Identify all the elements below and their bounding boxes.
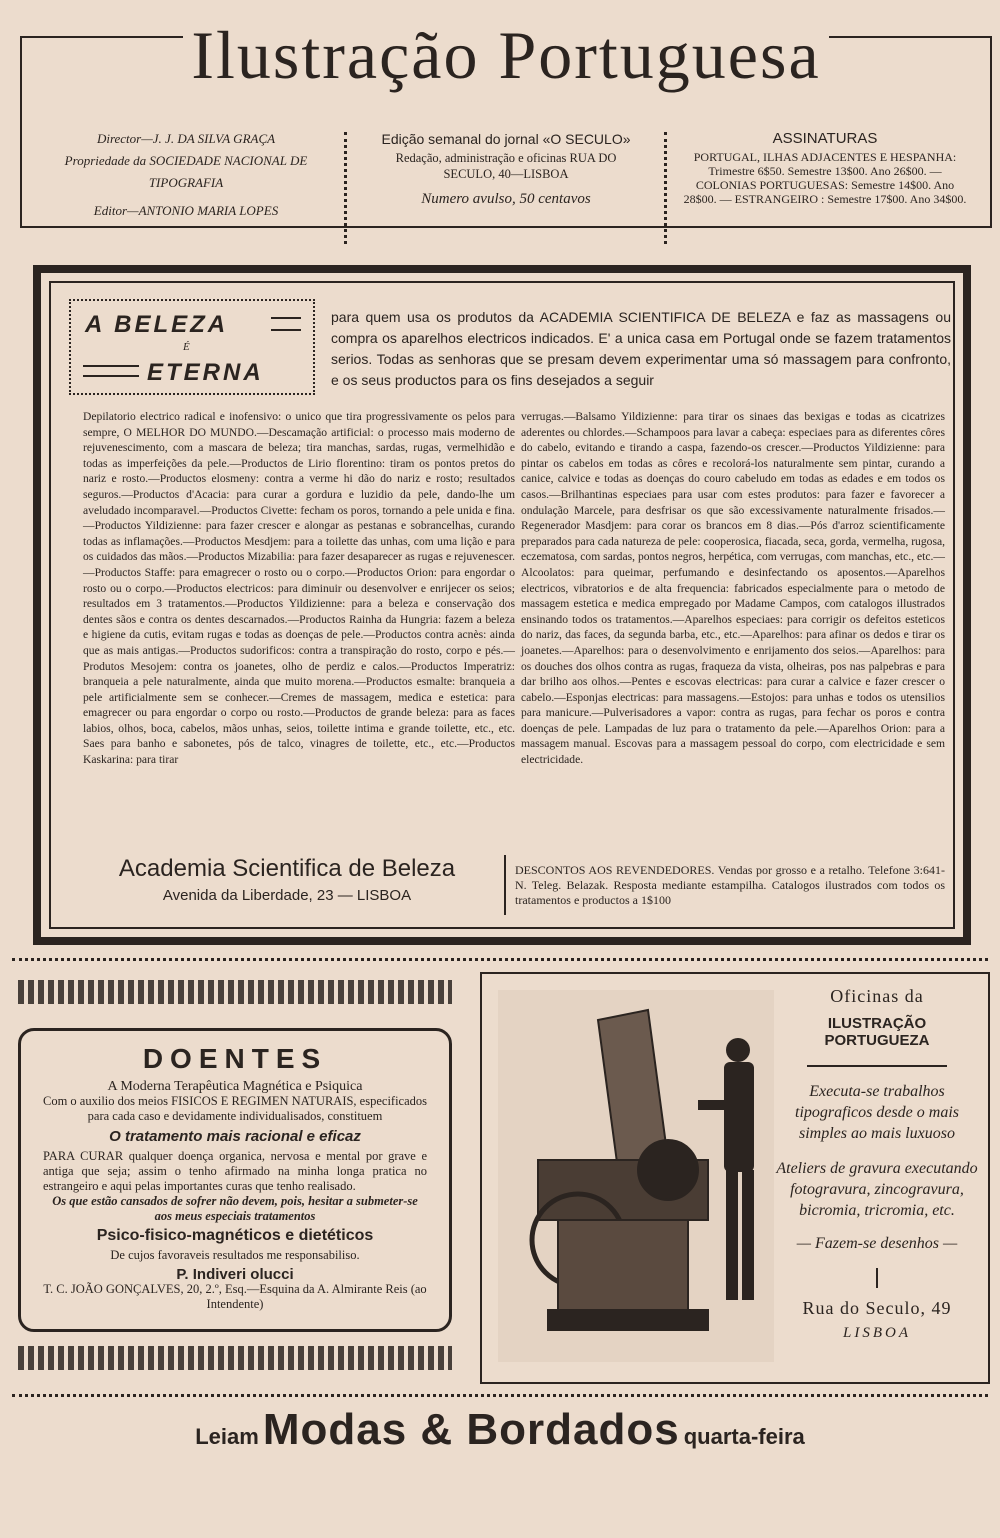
subscriptions-heading: ASSINATURAS [772, 130, 878, 147]
descontos-text: DESCONTOS AOS REVENDEDORES. Vendas por grosso e a retalho. Telefone 3:641-N. Teleg. Belazak. Resposta mediante estampilha. Catalogos ilustrados com todos os tratamentos e productos a 1$100 [515, 863, 945, 907]
beleza-headline: para quem usa os produtos da ACADEMIA SCIENTIFICA DE BELEZA e faz as massagens ou compra os aparelhos electricos indicados. E' a unica casa em Portugal onde se fazem tratamentos serios. Todas as senhoras que se presam devem experimentar uma só massagem para confronto, e os seus productos para os fins desejados a seguir [331, 309, 951, 388]
oficinas-advertisement [480, 972, 990, 1384]
oficinas-text [774, 986, 980, 1342]
masthead [20, 17, 992, 228]
doentes-signature: P. Indiveri olucci [176, 1266, 294, 1283]
masthead-divider-left [344, 132, 347, 244]
editor-line: Editor—ANTONIO MARIA LOPES [93, 203, 279, 218]
oficinas-city: LISBOA [843, 1325, 911, 1341]
printing-press-illustration [498, 990, 774, 1362]
oficinas-paragraph-1: Executa-se trabalhos tipograficos desde o mais simples ao mais luxuoso [795, 1083, 959, 1142]
beleza-column-left: Depilatorio electrico radical e inofensivo: o unico que tira progressivamente os pelos para sempre, O MELHOR DO MUNDO.—Descamação artificial: o processo mais moderno de rejuvenescimento, com a mascara de beleza; tira manchas, sardas, rugas, vermelhidão e todas as imperfeições da pele.—Productos de Lirio florentino: tiram os pontos pretos do nariz e rosto.—Productos elosmeny: contra a verme hi dão do nariz e rosto; resultados seguros.—Productos d'Acacia: para curar a gordura e luzidio da pele, dando-lhe um aveludado incomparavel.—Productos Civette: fecham os poros, tornando a pele unida e fina.—Productos Yildizienne: para fazer crescer e alongar as pestanas e sobrancelhas, curando todas as inflamações.—Productos Mesdjem: para a toilette das unhas, com uma lição e para os cuidados das mãos.—Productos Mizabilia: para fazer desaparecer as rugas e rejuvenescer.—Productos Staffe: para emagrecer o rosto ou o corpo.—Productos Orion: para engordar o rosto ou o corpo.—Productos electricos: para diminuir ou desenvolver e enrijecer os seios; resultados em 3 tratamentos.—Productos Yildizienne: para a beleza e conservação dos dentes sãos e contra os dentes descarnados.—Productos Rainha da Hungria: fazem a beleza e higiene da cutis, evitam rugas e todas as doenças de pele.—Productos contra acnès: ainda que as mais antigas.—Productos sudorificos: contra a transpiração do rosto, corpo e pés.—Produtos Mesojem: contra os joanetes, olho de perdiz e calos.—Productos Imperatriz: branqueia a pele naturalmente, ainda que muito morena.—Productos esmalte: branqueia a pele artificialmente sem se conhecer.—Cremes de massagem, medica e estetica: para emagrecer ou para engordar o corpo ou rosto.—Productos de grande beleza: para as faces labios, olhos, boca, cabelos, mãos unhas, seios, toilette intima e grande toilette, etc., etc. Saes para banho e sabonetes, pós de talco, vinagres de toilette, etc., etc.—Productos Kaskarina: para tirar [83, 410, 515, 767]
masthead-edition [374, 128, 638, 210]
doentes-paragraph-5: De cujos favoraveis resultados me responsabiliso. [110, 1248, 360, 1262]
subscriptions-text: PORTUGAL, ILHAS ADJACENTES E HESPANHA: Trimestre 6$50. Semestre 13$00. Ano 26$00. — COLONIAS PORTUGUESAS: Semestre 14$00. Ano 28$00. — ESTRANGEIRO : Semestre 17$00. Ano 34$00. [683, 150, 967, 206]
masthead-subscriptions [680, 128, 970, 206]
doentes-treatments: Psico-fisico-magnéticos e dietéticos [96, 1227, 374, 1244]
edition-line: Edição semanal do jornal «O SECULO» [381, 131, 631, 147]
beleza-column-right: verrugas.—Balsamo Yildizienne: para tirar os sinaes das bexigas e todas as cicatrizes aderentes ou chlordes.—Schampoos para lavar a cabeça: especiaes para as diferentes côres do cabelo, evitando e tirando a caspa, fazendo-os crescer.—Productos Yildizienne: para pintar os cabelos em todas as côres e recolorá-los naturalmente sem pintar, curando a canice, calvice e todas as doenças do couro cabeludo em todas as edades e em todos os casos.—Brilhantinas especiaes para usar com estes produtos: para fazer e favorecer a ondulação Marcele, para desfrisar os que são excessivamente naturalmente frisados.—Regenerador Masdjem: para corar os brancos em 8 dias.—Pós d'arroz scientificamente preparados para cada natureza de pele: cooperosica, fiacada, seca, gorda, vermelha, rugosa, eczematosa, com sardas, pontos negros, herpética, com verrugas, com manchas, etc., etc.—Alcoolatos: para queimar, perfumando e desinfectando os aposentos.—Aparelhos electricos, vibratorios e de alta frequencia: fabricados especialmente para o metodo de massagem estetica e medica empregado por Madame Campos, com catalogos illustrados ensinando todos os tratamentos.—Aparelhos especiaes: para corrigir os defeitos esteticos do nariz, das faces, da segunda barba, etc., etc.—Aparelhos: para afinar os dedos e tirar os joanetes.—Aparelhos: para o desenvolvimento e enrijamento dos seios.—Aparelhos: para os douches dos olhos contra as rugas, fraqueza da vista, olheiras, pos nas palpebras e para dar brilho aos olhos.—Pentes e escovas electricas: para curar a calvice e fazer crescer o cabelo.—Esponjas electricas: para massagens.—Estojos: para unhas e todos os utensilios para manicure.—Pulverisadores a vapor: contra as rugas, para fechar os poros e contra doenças de pele. Lampadas de luz para o tratamento da pele.—Aparelhos Orion: para a massagem manual. Escovas para a massagem pessoal do corpo, com electricidade e sem electricidade. [521, 410, 945, 767]
office-line: Redação, administração e oficinas RUA DO SECULO, 40—LISBOA [395, 151, 617, 181]
doentes-paragraph-2: PARA CURAR qualquer doença organica, nervosa e mental por grave e antiga que seja; assim o tenho afirmado na minha longa pratica no estrangeiro e aqui pelas importantes curas que tenho realisado. [43, 1149, 427, 1193]
doentes-subtitle: A Moderna Terapêutica Magnética e Psiquica [107, 1079, 363, 1094]
doentes-advertisement [18, 1028, 452, 1332]
footer-title: Modas & Bordados [262, 1405, 680, 1454]
footer-advert [0, 1405, 1000, 1455]
doentes-title: DOENTES [142, 1043, 328, 1074]
masthead-title: Ilustração Portuguesa [22, 16, 990, 95]
academia-block [67, 855, 507, 904]
logo-rule-2 [83, 365, 139, 377]
oficinas-drawings: — Fazem-se desenhos — [796, 1235, 958, 1252]
masthead-credits [36, 128, 336, 222]
logo-mid: É [183, 341, 190, 353]
footer-left: Leiam [195, 1424, 259, 1449]
footer-right: quarta-feira [683, 1424, 805, 1449]
oficinas-rule-1 [807, 1065, 947, 1067]
masthead-divider-right [664, 132, 667, 244]
doentes-highlight: O tratamento mais racional e eficaz [109, 1128, 361, 1145]
oficinas-paragraph-2: Ateliers de gravura executando fotogravura, zincogravura, bicromia, tricromia, etc. [776, 1160, 978, 1219]
oficinas-title-1: Oficinas da [830, 986, 924, 1006]
doentes-paragraph-3: Os que estão cansados de sofrer não devem, pois, hesitar a submeter-se aos meus especiais tratamentos [52, 1194, 418, 1223]
logo-rule [271, 317, 301, 331]
beleza-advertisement [33, 265, 971, 945]
academia-separator [504, 855, 506, 915]
beleza-logo [69, 299, 315, 395]
ornament-bottom [18, 1346, 452, 1370]
property-line: Propriedade da SOCIEDADE NACIONAL DE TIPOGRAFIA [64, 153, 308, 190]
logo-line1: A BELEZA [85, 311, 229, 338]
dotted-rule-top [12, 958, 988, 961]
doentes-address: T. C. JOÃO GONÇALVES, 20, 2.º, Esq.—Esquina da A. Almirante Reis (ao Intendente) [43, 1282, 427, 1311]
dotted-rule-bottom [12, 1394, 988, 1397]
logo-line2: ETERNA [147, 359, 264, 386]
doentes-paragraph-1: Com o auxilio dos meios FISICOS E REGIMEN NATURAIS, especificados para cada caso e devidamente individualisados, constituem [43, 1094, 428, 1123]
oficinas-title-2: ILUSTRAÇÃO PORTUGUEZA [824, 1015, 930, 1049]
academia-address: Avenida da Liberdade, 23 — LISBOA [162, 887, 412, 904]
academia-name: Academia Scientifica de Beleza [118, 855, 456, 882]
ornament-top [18, 980, 452, 1004]
oficinas-address: Rua do Seculo, 49 [802, 1298, 952, 1318]
oficinas-rule-2 [876, 1268, 878, 1288]
price-line: Numero avulso, 50 centavos [421, 191, 591, 207]
director-line: Director—J. J. DA SILVA GRAÇA [96, 131, 276, 146]
